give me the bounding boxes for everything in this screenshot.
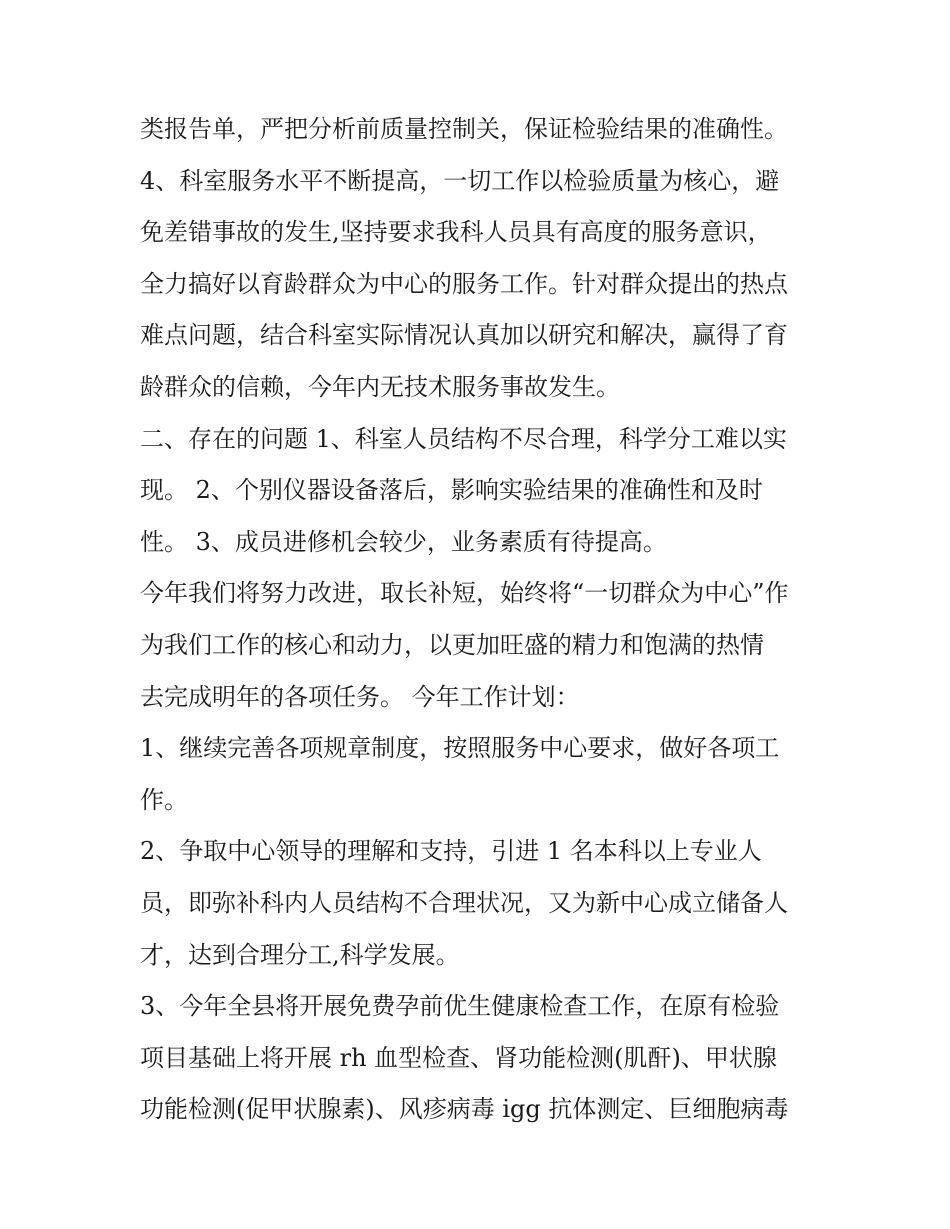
text-line: 去完成明年的各项任务。 今年工作计划：	[140, 682, 580, 711]
text-line: 4、科室服务水平不断提高，一切工作以检验质量为核心，避	[140, 166, 780, 195]
text-line: 龄群众的信赖，今年内无技术服务事故发生。	[140, 372, 620, 401]
text-line: 性。 3、成员进修机会较少，业务素质有待提高。	[140, 527, 667, 556]
text-line: 1、继续完善各项规章制度，按照服务中心要求，做好各项工	[140, 734, 780, 763]
document-body	[140, 104, 840, 1136]
text-line: 今年我们将努力改进，取长补短，始终将“一切群众为中心”作	[140, 579, 789, 608]
text-line: 2、争取中心领导的理解和支持，引进 1 名本科以上专业人	[140, 837, 762, 866]
text-line: 类报告单，严把分析前质量控制关，保证检验结果的准确性。	[140, 115, 788, 143]
text-line: 员，即弥补科内人员结构不合理状况，又为新中心成立储备人	[140, 888, 788, 917]
text-line: 作。	[140, 785, 188, 814]
text-line: 现。 2、个别仪器设备落后，影响实验结果的准确性和及时	[140, 476, 763, 505]
text-line: 难点问题，结合科室实际情况认真加以研究和解决，赢得了育	[140, 321, 788, 350]
text-line: 项目基础上将开展 rh 血型检查、肾功能检测(肌酐)、甲状腺	[140, 1043, 777, 1072]
text-line: 为我们工作的核心和动力，以更加旺盛的精力和饱满的热情	[140, 630, 764, 659]
text-line: 3、今年全县将开展免费孕前优生健康检查工作，在原有检验	[140, 992, 780, 1021]
text-line: 才，达到合理分工,科学发展。	[140, 940, 460, 969]
text-line: 免差错事故的发生,坚持要求我科人员具有高度的服务意识，	[140, 218, 772, 247]
text-line: 功能检测(促甲状腺素)、风疹病毒 igg 抗体测定、巨细胞病毒	[140, 1095, 789, 1124]
text-line: 全力搞好以育龄群众为中心的服务工作。针对群众提出的热点	[140, 269, 788, 298]
text-line: 二、存在的问题 1、科室人员结构不尽合理，科学分工难以实	[140, 424, 787, 453]
